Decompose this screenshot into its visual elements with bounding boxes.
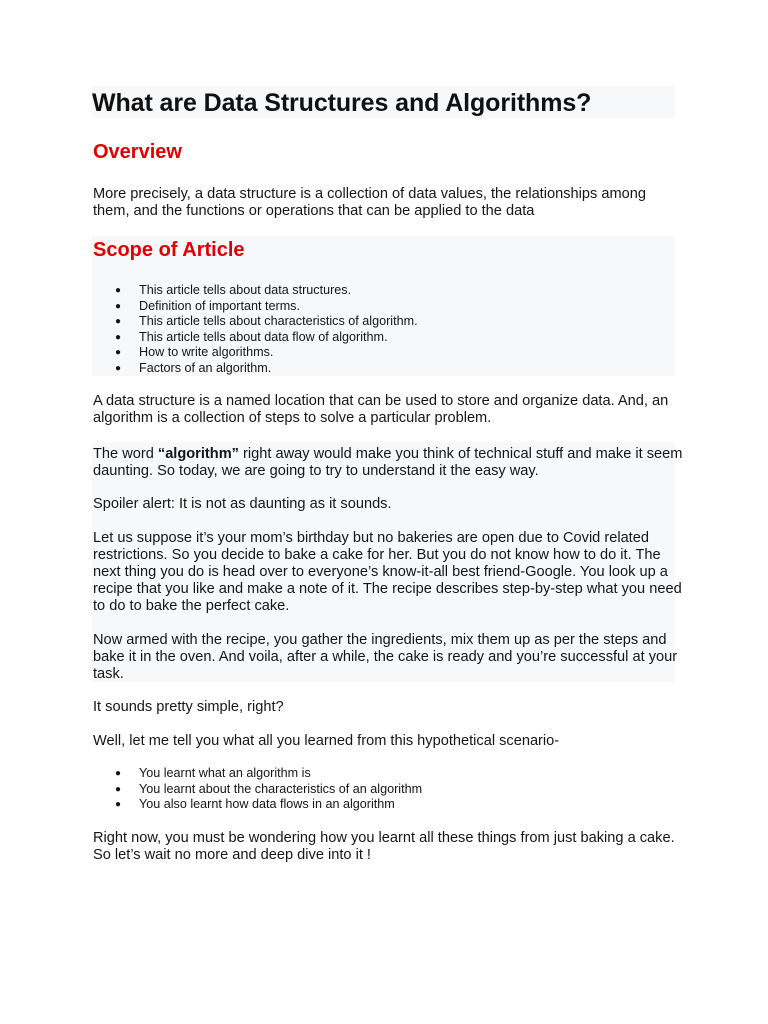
scope-list xyxy=(114,283,418,376)
list-item: ● How to write algorithms. xyxy=(115,345,274,359)
closing-paragraph: Right now, you must be wondering how you learnt all these things from just baking a cake. So let’s wait no more and deep dive into it ! xyxy=(93,830,675,863)
list-item: ● You also learnt how data flows in an algorithm xyxy=(115,797,395,811)
overview-paragraph: More precisely, a data structure is a collection of data values, the relationships among them, and the functions or operations that can be applied to the data xyxy=(93,186,646,219)
list-item: ● This article tells about characteristics of algorithm. xyxy=(115,314,418,328)
bullet-icon: ● xyxy=(115,799,122,810)
learned-list xyxy=(114,766,422,813)
bullet-icon: ● xyxy=(115,331,122,343)
list-item: ● This article tells about data structures. xyxy=(115,283,352,297)
simple-paragraph: It sounds pretty simple, right? xyxy=(93,699,284,715)
scope-heading: Scope of Article xyxy=(93,239,245,261)
bullet-icon: ● xyxy=(115,768,122,779)
bullet-icon: ● xyxy=(115,347,122,358)
spoiler-paragraph: Spoiler alert: It is not as daunting as it sounds. xyxy=(93,496,392,512)
list-item: ● This article tells about data flow of algorithm. xyxy=(115,329,388,344)
definition-paragraph: A data structure is a named location that can be used to store and organize data. And, an algorithm is a collection of steps to solve a particular problem. xyxy=(93,393,669,426)
overview-heading: Overview xyxy=(93,141,182,163)
bullet-icon: ● xyxy=(115,783,122,795)
bullet-icon: ● xyxy=(115,316,122,327)
learned-intro-paragraph: Well, let me tell you what all you learned from this hypothetical scenario- xyxy=(93,733,560,749)
list-item: ● Factors of an algorithm. xyxy=(115,360,272,375)
algorithm-intro-paragraph: The word “algorithm” right away would make you think of technical stuff and make it seem daunting. So today, we are going to try to understand it the easy way. xyxy=(93,446,683,479)
algorithm-term: “algorithm” xyxy=(157,446,239,462)
bullet-icon: ● xyxy=(115,285,122,296)
list-item: ● You learnt about the characteristics of an algorithm xyxy=(115,781,423,796)
list-item: ● You learnt what an algorithm is xyxy=(115,766,311,780)
list-item: ● Definition of important terms. xyxy=(115,298,300,313)
recipe-paragraph: Now armed with the recipe, you gather the ingredients, mix them up as per the steps and bake it in the oven. And voila, after a while, the cake is ready and you’re successful at your task. xyxy=(93,632,678,682)
story-paragraph: Let us suppose it’s your mom’s birthday but no bakeries are open due to Covid related restrictions. So you decide to bake a cake for her. But you do not know how to do it. The next thing you do is head over to everyone’s know-it-all best friend-Google. You look up a recipe that you like and make a note of it. The recipe describes step-by-step what you need to do to bake the perfect cake. xyxy=(93,530,682,614)
bullet-icon: ● xyxy=(115,362,122,374)
page-title: What are Data Structures and Algorithms? xyxy=(92,89,592,117)
bullet-icon: ● xyxy=(115,300,122,312)
